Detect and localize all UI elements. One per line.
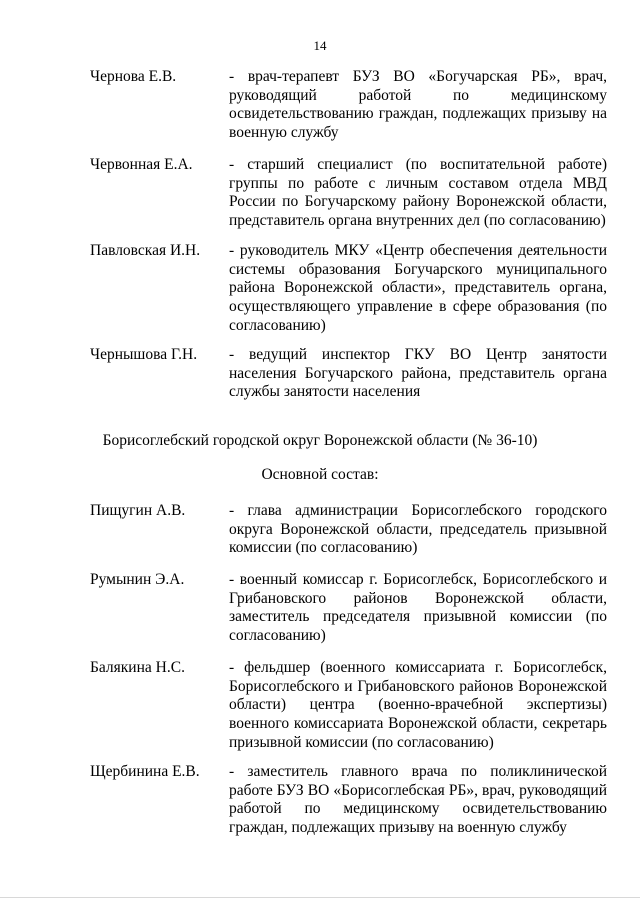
- member-name: Павловская И.Н.: [90, 242, 201, 259]
- member-role: - врач-терапевт БУЗ ВО «Богучарская РБ», врач, руководящий работой по медицинскому освидетельствованию граждан, подлежащих призыву на военную службу: [229, 68, 607, 142]
- member-name: Чернова Е.В.: [90, 68, 177, 85]
- page-bottom-edge: [0, 897, 640, 898]
- page-number: 14: [313, 38, 327, 53]
- member-name: Щербинина Е.В.: [90, 763, 200, 780]
- section-title: Борисоглебский городской округ Воронежской области (№ 36-10): [102, 432, 538, 449]
- member-role: - военный комиссар г. Борисоглебск, Борисоглебского и Грибановского районов Воронежской области, заместитель председателя призывной комиссии (по согласованию): [229, 571, 607, 645]
- member-name: Балякина Н.С.: [90, 659, 185, 676]
- member-name: Румынин Э.А.: [90, 571, 185, 588]
- member-role: - ведущий инспектор ГКУ ВО Центр занятости населения Богучарского района, представитель органа службы занятости населения: [229, 346, 607, 401]
- subsection-title: Основной состав:: [261, 466, 379, 483]
- member-role: - руководитель МКУ «Центр обеспечения деятельности системы образования Богучарского муниципального района Воронежской области», представитель органа, осуществляющего управление в сфере образования (по согласованию): [229, 242, 607, 334]
- member-role: - старший специалист (по воспитательной работе) группы по работе с личным составом отдела МВД России по Богучарскому району Воронежской области, представитель органа внутренних дел (по согласованию): [229, 156, 607, 230]
- member-name: Чернышова Г.Н.: [90, 346, 198, 363]
- member-role: - фельдшер (военного комиссариата г. Борисоглебск, Борисоглебского и Грибановского районов Воронежской области) центра (военно-врачебной экспертизы) военного комиссариата Воронежской области, секретарь призывной комиссии (по согласованию): [229, 659, 607, 751]
- member-role: - глава администрации Борисоглебского городского округа Воронежской области, председатель призывной комиссии (по согласованию): [229, 502, 607, 557]
- member-name: Пищугин А.В.: [90, 502, 186, 519]
- member-role: - заместитель главного врача по поликлинической работе БУЗ ВО «Борисоглебская РБ», врач, руководящий работой по медицинскому освидетельствованию граждан, подлежащих призыву на военную службу: [229, 763, 607, 837]
- member-name: Червонная Е.А.: [90, 156, 193, 173]
